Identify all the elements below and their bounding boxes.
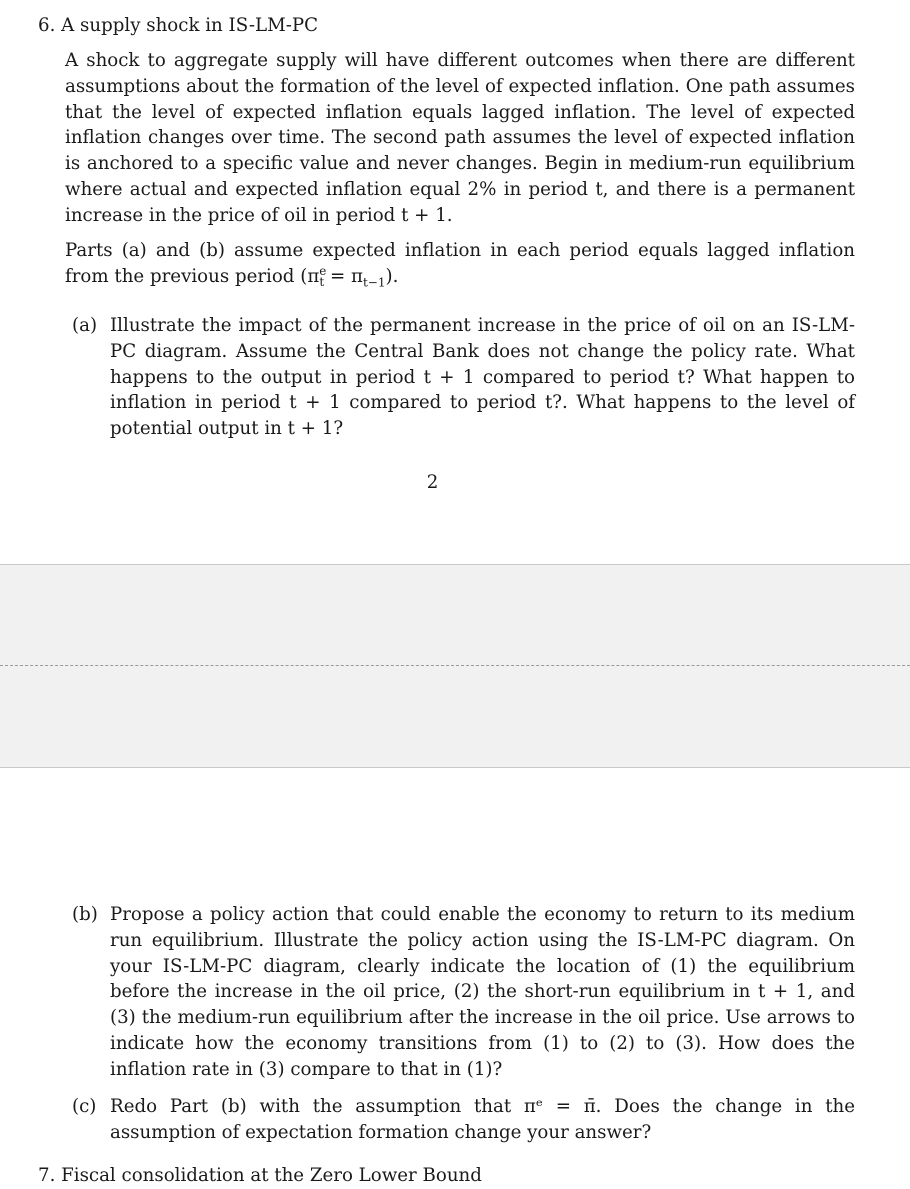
parts-note-mid: = π	[324, 265, 363, 287]
parts-note-end: ).	[385, 265, 399, 287]
next-question-fragment: 7. Fiscal consolidation at the Zero Lower Bound	[38, 1165, 482, 1186]
parts-note-text: Parts (a) and (b) assume expected inflation in each period equals lagged inflation from the previous period (π	[65, 240, 855, 287]
part-b-text: Propose a policy action that could enable the economy to return to its medium run equilibrium. Illustrate the policy action using the IS-LM-PC diagram. On your IS-LM-PC diagram, clearly indicate the location of (1) the equilibrium before the increase in the oil price, (2) the short-run equilibrium in t + 1, and (3) the medium-run equilibrium after the increase in the oil price. Use arrows to indicate how the economy transitions from (1) to (2) to (3). How does the inflation rate in (3) compare to that in (1)?	[110, 904, 855, 1080]
part-c-label: (c)	[72, 1096, 97, 1117]
parts-note-sup: e	[319, 263, 327, 278]
page-break-separator	[0, 564, 910, 768]
part-c-text: Redo Part (b) with the assumption that πᵉ = π̄. Does the change in the assumption of expectation formation change your answer?	[110, 1096, 855, 1143]
parts-note	[65, 238, 855, 290]
page-upper	[0, 0, 910, 566]
question-heading: 6. A supply shock in IS-LM-PC	[38, 15, 319, 36]
parts-note-sub2: t−1	[362, 275, 386, 290]
part-b-label: (b)	[72, 904, 98, 925]
part-a-text: Illustrate the impact of the permanent increase in the price of oil on an IS-LM-PC diagram. Assume the Central Bank does not change the policy rate. What happens to the output in period t + 1 compared to period t? What happen to inflation in period t + 1 compared to period t?. What happens to the level of potential output in t + 1?	[110, 315, 855, 440]
page-break-dashed-line	[0, 665, 910, 666]
part-a-label: (a)	[72, 315, 98, 336]
parts-note-sub: t	[319, 275, 325, 290]
question-intro: A shock to aggregate supply will have different outcomes when there are different assumptions about the formation of the level of expected inflation. One path assumes that the level of expected inflation equals lagged inflation. The level of expected inflation changes over time. The second path assumes the level of expected inflation is anchored to a specific value and never changes. Begin in medium-run equilibrium where actual and expected inflation equal 2% in period t, and there is a permanent increase in the price of oil in period t + 1.	[65, 50, 855, 226]
page-number: 2	[426, 472, 439, 493]
